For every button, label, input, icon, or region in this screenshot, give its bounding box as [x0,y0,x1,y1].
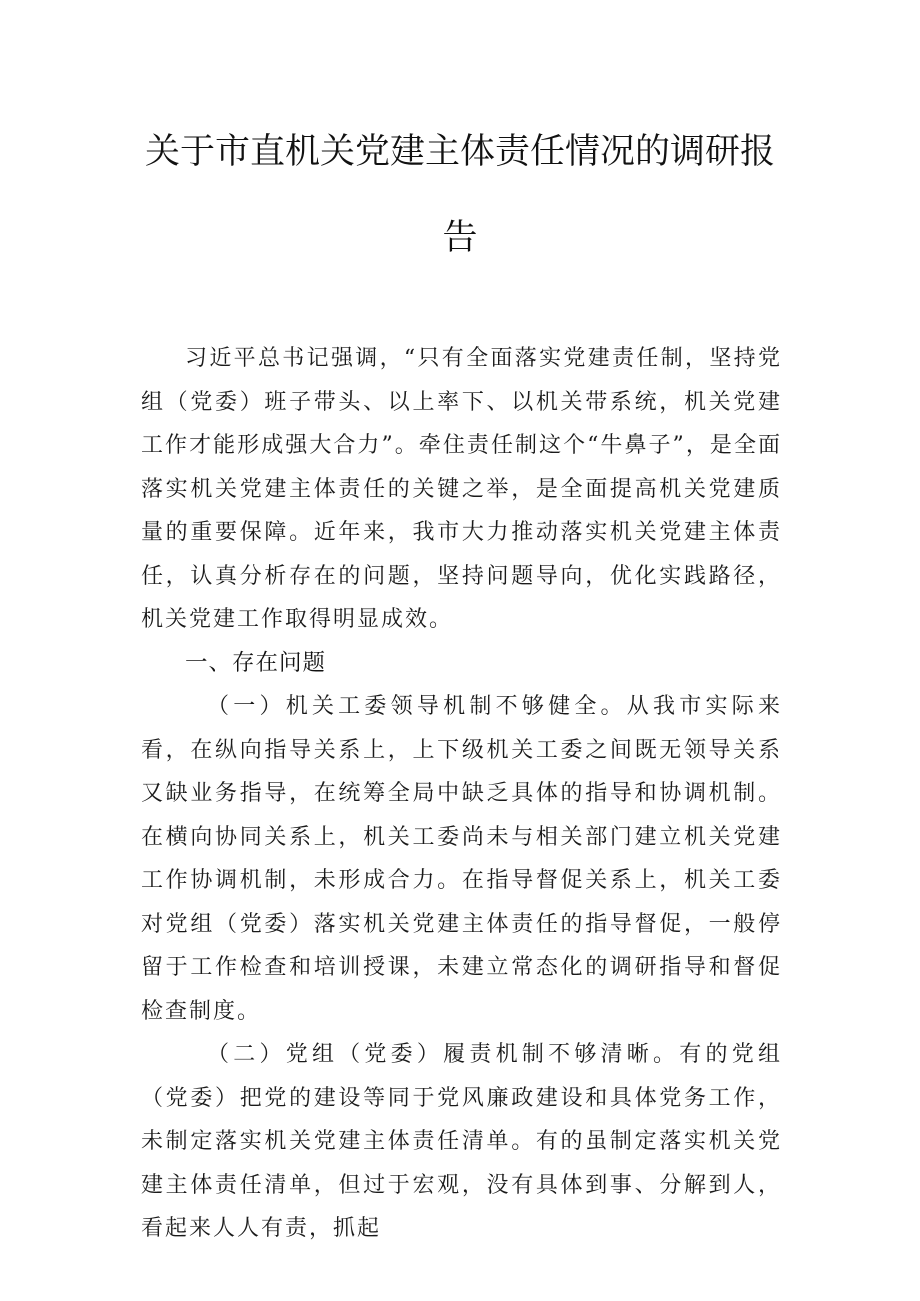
paragraph-item-1: （一）机关工委领导机制不够健全。从我市实际来看，在纵向指导关系上，上下级机关工委之间既无领导关系又缺业务指导，在统筹全局中缺乏具体的指导和协调机制。在横向协同关系上，机关工委尚未与相关部门建立机关党建工作协调机制，未形成合力。在指导督促关系上，机关工委对党组（党委）落实机关党建主体责任的指导督促，一般停留于工作检查和培训授课，未建立常态化的调研指导和督促检查制度。 [141,694,782,1024]
paragraph-item-2: （二）党组（党委）履责机制不够清晰。有的党组（党委）把党的建设等同于党风廉政建设和具体党务工作，未制定落实机关党建主体责任清单。有的虽制定落实机关党建主体责任清单，但过于宏观，没有具体到事、分解到人，看起来人人有责，抓起 [141,1042,782,1241]
document-title-line-1: 关于市直机关党建主体责任情况的调研报 [144,132,775,172]
document-title-line-2: 告 [442,218,478,258]
section-heading-problems: 一、存在问题 [185,649,327,676]
intro-paragraph: 习近平总书记强调，“只有全面落实党建责任制，坚持党组（党委）班子带头、以上率下、以机关带系统，机关党建工作才能形成强大合力”。牵住责任制这个“牛鼻子”，是全面落实机关党建主体责任的关键之举，是全面提高机关党建质量的重要保障。近年来，我市大力推动落实机关党建主体责任，认真分析存在的问题，坚持问题导向，优化实践路径，机关党建工作取得明显成效。 [141,346,782,632]
document-body [141,337,782,1251]
